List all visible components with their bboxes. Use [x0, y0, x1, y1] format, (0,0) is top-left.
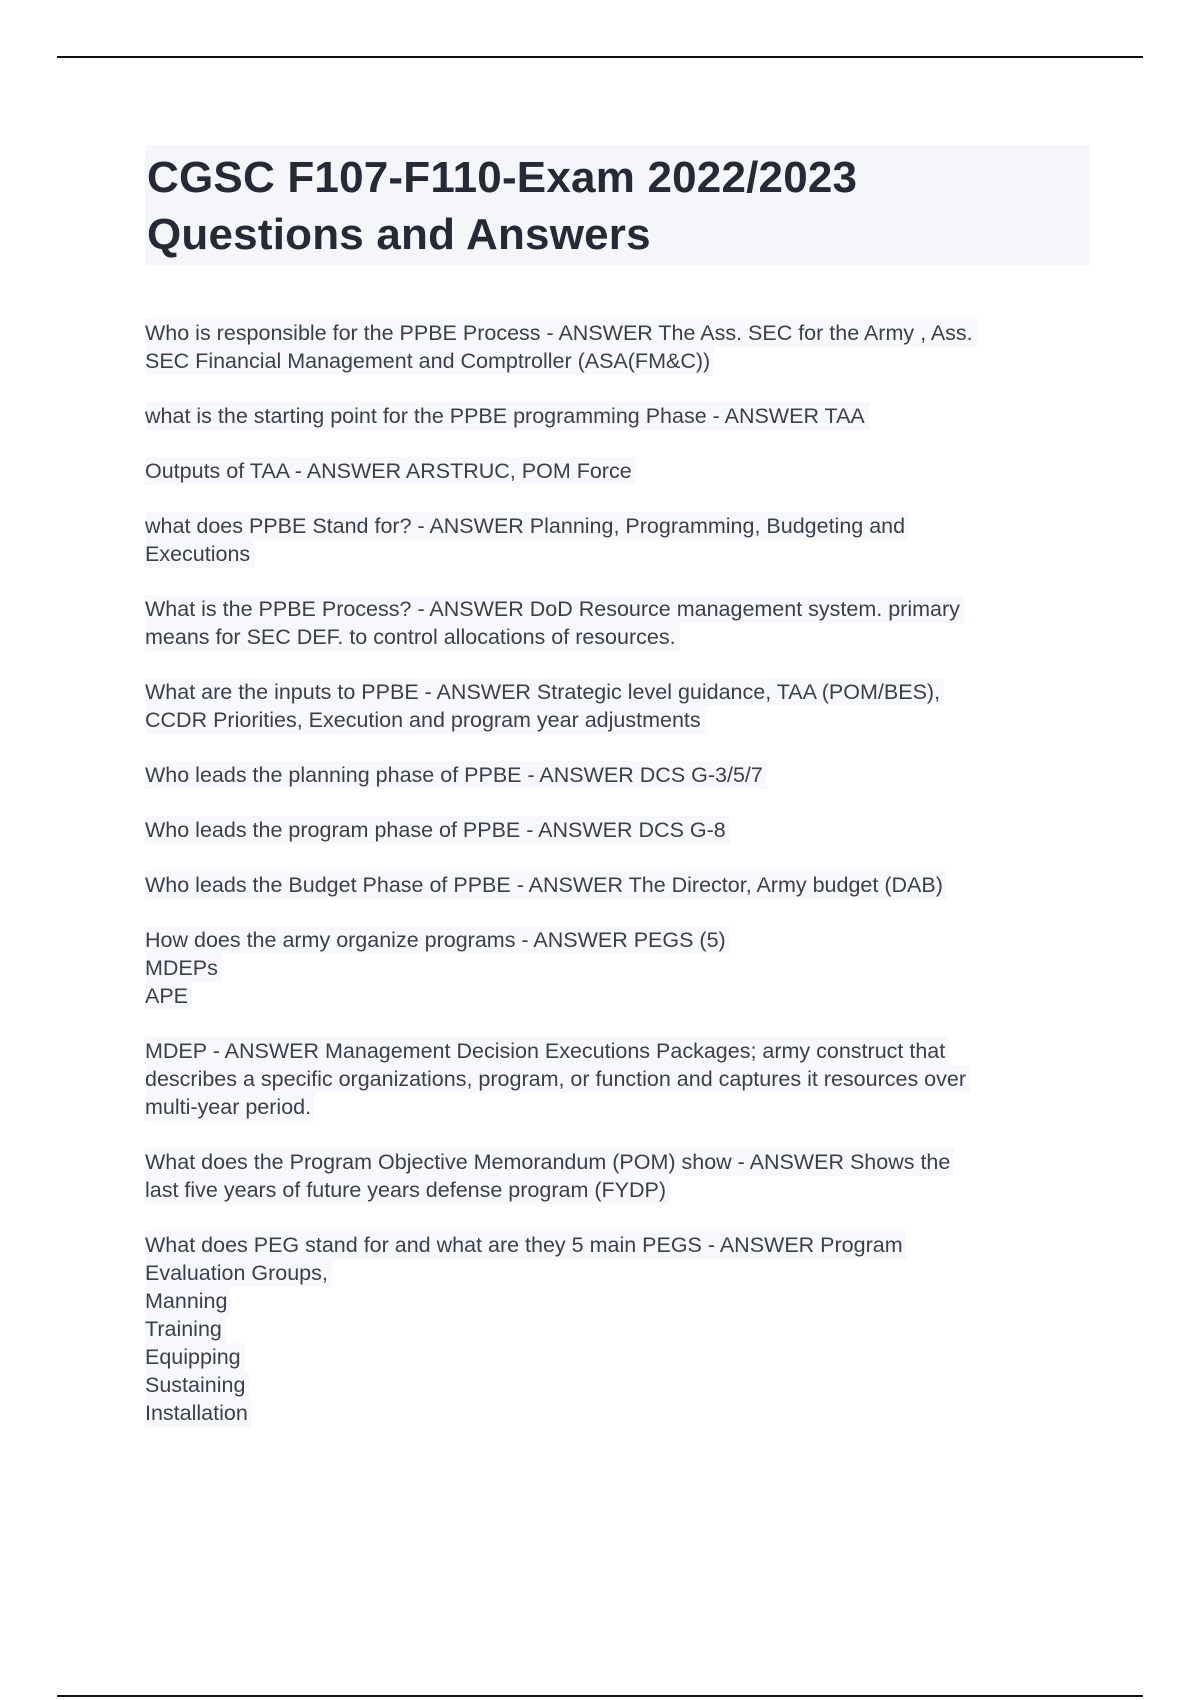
qa-line: Who is responsible for the PPBE Process - ANSWER The Ass. SEC for the Army , Ass. [145, 319, 977, 347]
qa-line: Sustaining [145, 1371, 249, 1399]
qa-line: Evaluation Groups, [145, 1259, 332, 1287]
qa-line: Who leads the program phase of PPBE - ANSWER DCS G-8 [145, 816, 730, 844]
qa-item [145, 871, 1090, 899]
qa-item [145, 1148, 1090, 1204]
qa-item [145, 319, 1090, 375]
qa-line: Manning [145, 1287, 231, 1315]
top-rule [57, 56, 1143, 58]
qa-line: Who leads the planning phase of PPBE - ANSWER DCS G-3/5/7 [145, 761, 767, 789]
qa-line: Outputs of TAA - ANSWER ARSTRUC, POM Force [145, 457, 636, 485]
qa-line: multi-year period. [145, 1093, 315, 1121]
qa-item [145, 595, 1090, 651]
qa-list [145, 319, 1090, 1427]
qa-line: How does the army organize programs - ANSWER PEGS (5) [145, 926, 730, 954]
title-line: Questions and Answers [147, 210, 651, 259]
document-title [145, 145, 1090, 265]
qa-line: What does PEG stand for and what are they 5 main PEGS - ANSWER Program [145, 1231, 907, 1259]
qa-line: CCDR Priorities, Execution and program year adjustments [145, 706, 705, 734]
qa-line: What are the inputs to PPBE - ANSWER Strategic level guidance, TAA (POM/BES), [145, 678, 944, 706]
qa-line: Installation [145, 1399, 252, 1427]
qa-item [145, 1037, 1090, 1121]
qa-line: APE [145, 982, 192, 1010]
qa-line: What is the PPBE Process? - ANSWER DoD Resource management system. primary [145, 595, 964, 623]
qa-line: MDEPs [145, 954, 222, 982]
qa-line: what does PPBE Stand for? - ANSWER Planning, Programming, Budgeting and [145, 512, 909, 540]
qa-item [145, 761, 1090, 789]
qa-item [145, 457, 1090, 485]
qa-line: SEC Financial Management and Comptroller (ASA(FM&C)) [145, 347, 714, 375]
qa-line: Executions [145, 540, 254, 568]
qa-line: What does the Program Objective Memorandum (POM) show - ANSWER Shows the [145, 1148, 954, 1176]
qa-item [145, 512, 1090, 568]
title-line: CGSC F107-F110-Exam 2022/2023 [147, 153, 858, 202]
qa-item [145, 926, 1090, 1010]
bottom-rule [57, 1695, 1143, 1697]
qa-item [145, 678, 1090, 734]
qa-line: means for SEC DEF. to control allocations of resources. [145, 623, 680, 651]
qa-line: Equipping [145, 1343, 245, 1371]
document-body [145, 145, 1090, 1454]
qa-line: what is the starting point for the PPBE programming Phase - ANSWER TAA [145, 402, 869, 430]
qa-line: describes a specific organizations, program, or function and captures it resources over [145, 1065, 970, 1093]
qa-item [145, 1231, 1090, 1427]
qa-line: last five years of future years defense program (FYDP) [145, 1176, 670, 1204]
qa-line: Training [145, 1315, 226, 1343]
qa-item [145, 402, 1090, 430]
qa-line: MDEP - ANSWER Management Decision Executions Packages; army construct that [145, 1037, 949, 1065]
qa-item [145, 816, 1090, 844]
qa-line: Who leads the Budget Phase of PPBE - ANSWER The Director, Army budget (DAB) [145, 871, 947, 899]
